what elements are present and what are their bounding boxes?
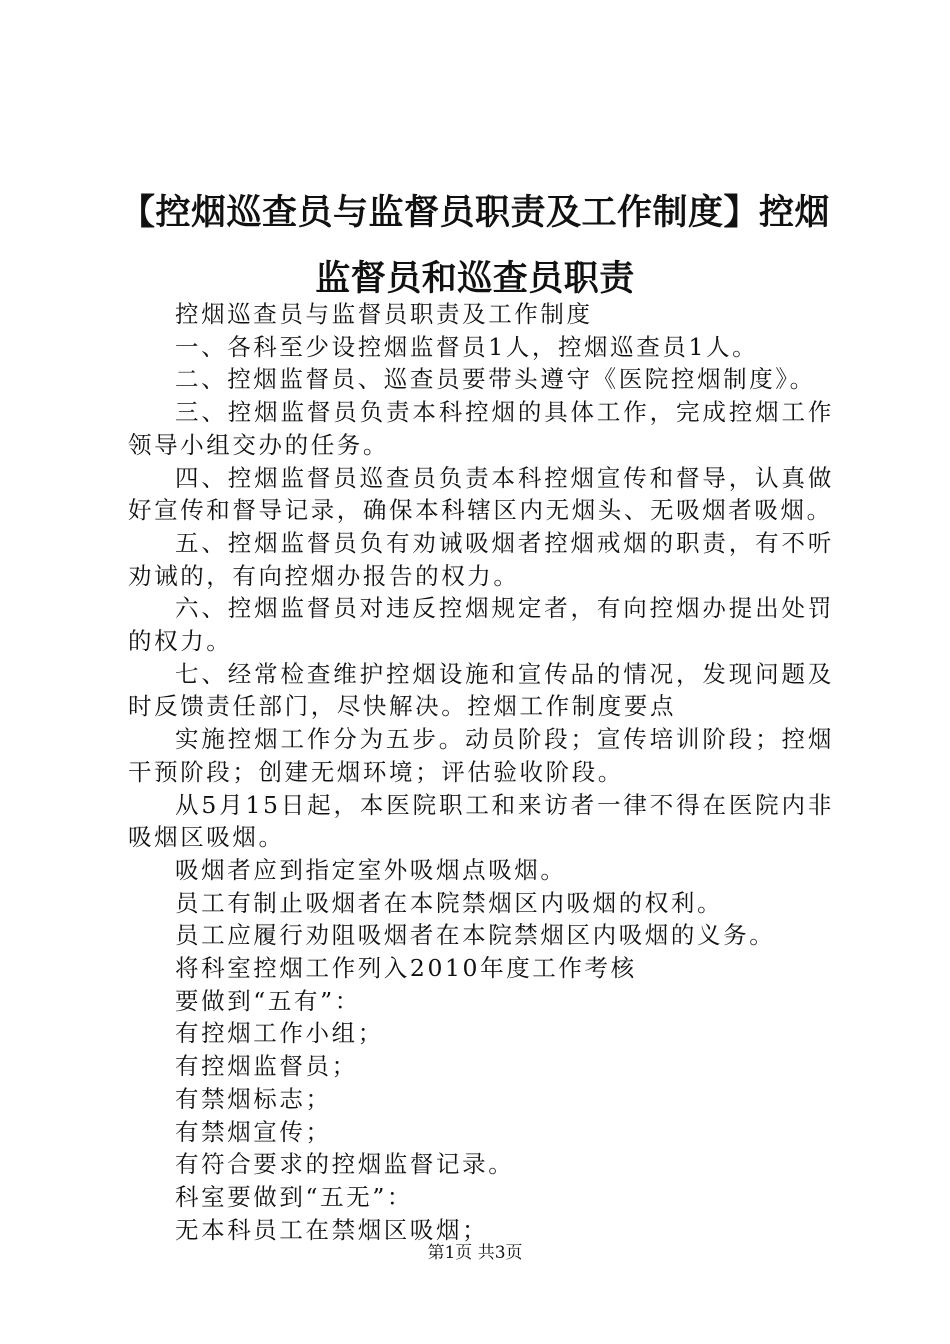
page-indicator: 第1页 共3页 xyxy=(427,1243,523,1263)
paragraph: 七、经常检查维护控烟设施和宣传品的情况，发现问题及时反馈责任部门，尽快解决。控烟工作制度要点 xyxy=(128,659,834,721)
page-footer xyxy=(0,1241,950,1265)
paragraph: 科室要做到“五无”： xyxy=(175,1182,414,1211)
paragraph: 有符合要求的控烟监督记录。 xyxy=(175,1150,515,1179)
document-title xyxy=(100,180,850,312)
paragraph: 二、控烟监督员、巡查员要带头遵守《医院控烟制度》。 xyxy=(175,365,816,394)
paragraph: 有控烟监督员； xyxy=(175,1052,358,1081)
paragraph: 员工有制止吸烟者在本院禁烟区内吸烟的权利。 xyxy=(175,888,724,917)
paragraph: 六、控烟监督员对违反控烟规定者，有向控烟办提出处罚的权力。 xyxy=(128,594,834,656)
paragraph: 有禁烟宣传； xyxy=(175,1117,332,1146)
paragraph: 实施控烟工作分为五步。动员阶段；宣传培训阶段；控烟干预阶段；创建无烟环境；评估验收阶段。 xyxy=(128,725,834,786)
paragraph: 四、控烟监督员巡查员负责本科控烟宣传和督导，认真做好宣传和督导记录，确保本科辖区内无烟头、无吸烟者吸烟。 xyxy=(128,463,834,525)
paragraph: 三、控烟监督员负责本科控烟的具体工作，完成控烟工作领导小组交办的任务。 xyxy=(128,398,834,459)
title-line-2: 监督员和巡查员职责 xyxy=(315,258,635,299)
paragraph: 有禁烟标志； xyxy=(175,1084,332,1113)
paragraph: 要做到“五有”： xyxy=(175,986,361,1015)
paragraph: 一、各科至少设控烟监督员1人，控烟巡查员1人。 xyxy=(175,332,759,361)
paragraph: 五、控烟监督员负有劝诫吸烟者控烟戒烟的职责，有不听劝诫的，有向控烟办报告的权力。 xyxy=(128,528,834,590)
paragraph: 吸烟者应到指定室外吸烟点吸烟。 xyxy=(175,855,567,884)
title-line-1: 【控烟巡查员与监督员职责及工作制度】控烟 xyxy=(119,192,830,233)
document-body xyxy=(128,298,834,1246)
paragraph: 员工应履行劝阻吸烟者在本院禁烟区内吸烟的义务。 xyxy=(175,921,776,950)
paragraph: 有控烟工作小组； xyxy=(175,1019,384,1048)
paragraph: 从5月15日起，本医院职工和来访者一律不得在医院内非吸烟区吸烟。 xyxy=(128,790,834,852)
paragraph: 控烟巡查员与监督员职责及工作制度 xyxy=(175,300,593,328)
paragraph: 将科室控烟工作列入2010年度工作考核 xyxy=(175,954,637,983)
paragraph: 无本科员工在禁烟区吸烟； xyxy=(175,1215,489,1244)
